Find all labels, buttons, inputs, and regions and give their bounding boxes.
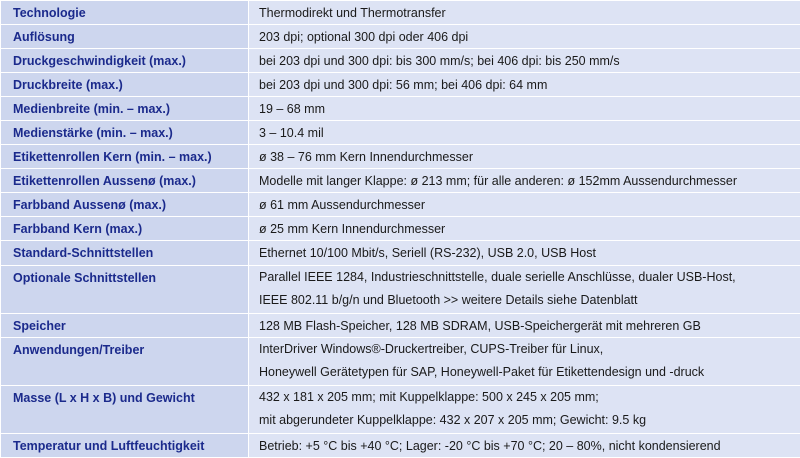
spec-label: Etikettenrollen Kern (min. – max.): [1, 145, 249, 169]
spec-row: [1, 25, 800, 49]
spec-value: [249, 145, 800, 169]
spec-value-line: InterDriver Windows®-Druckertreiber, CUPS-Treiber für Linux,: [259, 341, 604, 356]
spec-row: [1, 73, 800, 97]
spec-value-line: ø 61 mm Aussendurchmesser: [259, 198, 426, 213]
spec-value: [249, 433, 800, 457]
spec-label: Optionale Schnittstellen: [1, 265, 249, 313]
spec-label: Farbband Kern (max.): [1, 217, 249, 241]
spec-row: [1, 1, 800, 25]
spec-value: [249, 25, 800, 49]
spec-row: [1, 433, 800, 457]
spec-row: [1, 241, 800, 265]
spec-row: [1, 337, 800, 385]
spec-value: [249, 1, 800, 25]
spec-label: Medienbreite (min. – max.): [1, 97, 249, 121]
spec-label: Auflösung: [1, 25, 249, 49]
spec-label: Speicher: [1, 313, 249, 337]
spec-label: Temperatur und Luftfeuchtigkeit: [1, 433, 249, 457]
spec-row: [1, 169, 800, 193]
spec-value-line: 203 dpi; optional 300 dpi oder 406 dpi: [259, 30, 469, 45]
spec-value-line: Honeywell Gerätetypen für SAP, Honeywell-Paket für Etikettendesign und -druck: [259, 365, 705, 380]
spec-value: [249, 385, 800, 433]
spec-value-line: IEEE 802.11 b/g/n und Bluetooth >> weitere Details siehe Datenblatt: [259, 293, 638, 308]
spec-value: [249, 241, 800, 265]
spec-value: [249, 193, 800, 217]
spec-value-line: bei 203 dpi und 300 dpi: 56 mm; bei 406 dpi: 64 mm: [259, 78, 548, 93]
spec-value-line: Modelle mit langer Klappe: ø 213 mm; für alle anderen: ø 152mm Aussendurchmesser: [259, 174, 738, 189]
spec-value-line: 3 – 10.4 mil: [259, 126, 324, 141]
spec-label: Anwendungen/Treiber: [1, 337, 249, 385]
spec-value: [249, 265, 800, 313]
spec-value-line: Thermodirekt und Thermotransfer: [259, 6, 446, 20]
spec-row: [1, 145, 800, 169]
spec-value: [249, 217, 800, 241]
spec-row: [1, 217, 800, 241]
spec-value-line: mit abgerundeter Kuppelklappe: 432 x 207 x 205 mm; Gewicht: 9.5 kg: [259, 413, 647, 428]
spec-value-line: 19 – 68 mm: [259, 102, 326, 117]
spec-label: Druckbreite (max.): [1, 73, 249, 97]
spec-value: [249, 121, 800, 145]
spec-label: Etikettenrollen Aussenø (max.): [1, 169, 249, 193]
spec-row: [1, 97, 800, 121]
spec-value-line: Betrieb: +5 °C bis +40 °C; Lager: -20 °C bis +70 °C; 20 – 80%, nicht kondensierend: [259, 438, 721, 453]
spec-label: Masse (L x H x B) und Gewicht: [1, 385, 249, 433]
spec-label: Medienstärke (min. – max.): [1, 121, 249, 145]
spec-row: [1, 313, 800, 337]
spec-value-line: 128 MB Flash-Speicher, 128 MB SDRAM, USB-Speichergerät mit mehreren GB: [259, 318, 701, 333]
spec-table-body: [1, 1, 800, 458]
spec-value-line: 432 x 181 x 205 mm; mit Kuppelklappe: 500 x 245 x 205 mm;: [259, 389, 599, 404]
spec-value-line: Parallel IEEE 1284, Industrieschnittstelle, duale serielle Anschlüsse, dualer USB-Host,: [259, 269, 736, 284]
spec-row: [1, 385, 800, 433]
spec-value: [249, 313, 800, 337]
spec-value-line: Ethernet 10/100 Mbit/s, Seriell (RS-232), USB 2.0, USB Host: [259, 246, 596, 261]
spec-row: [1, 265, 800, 313]
spec-value: [249, 97, 800, 121]
spec-row: [1, 121, 800, 145]
spec-value: [249, 49, 800, 73]
spec-value: [249, 337, 800, 385]
spec-value-line: ø 25 mm Kern Innendurchmesser: [259, 222, 446, 237]
spec-value: [249, 169, 800, 193]
spec-label: Druckgeschwindigkeit (max.): [1, 49, 249, 73]
spec-value: [249, 73, 800, 97]
spec-row: [1, 193, 800, 217]
spec-label: Technologie: [1, 1, 249, 25]
spec-value-line: bei 203 dpi und 300 dpi: bis 300 mm/s; bei 406 dpi: bis 250 mm/s: [259, 54, 620, 69]
spec-row: [1, 49, 800, 73]
spec-value-line: ø 38 – 76 mm Kern Innendurchmesser: [259, 150, 473, 165]
spec-label: Standard-Schnittstellen: [1, 241, 249, 265]
spec-label: Farbband Aussenø (max.): [1, 193, 249, 217]
